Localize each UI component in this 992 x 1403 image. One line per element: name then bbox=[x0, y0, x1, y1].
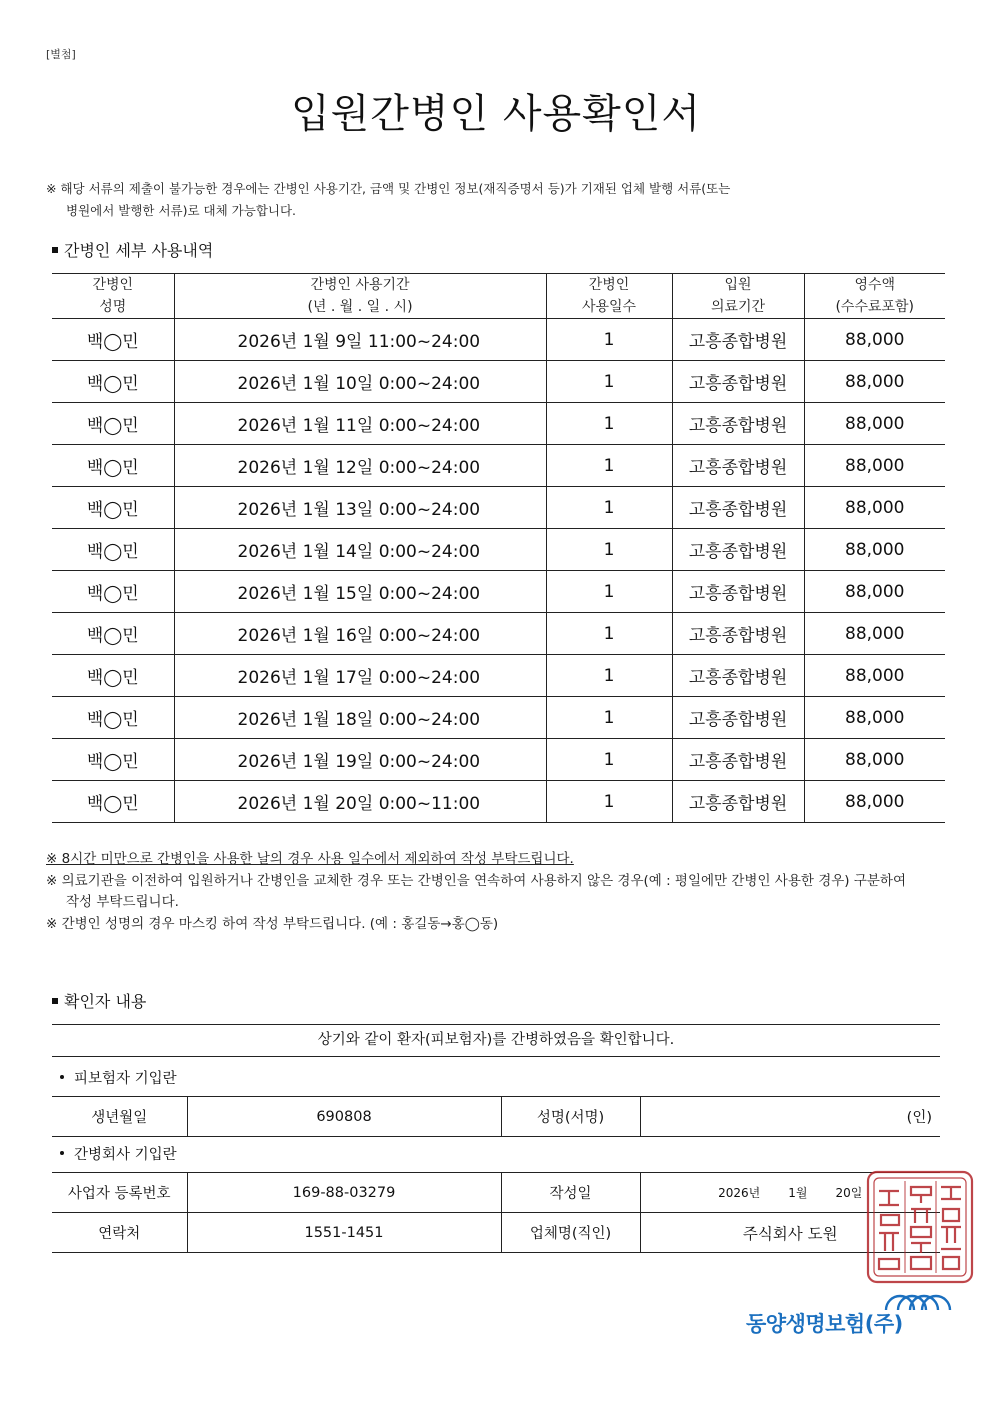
insured-heading-text: 피보험자 기입란 bbox=[74, 1071, 177, 1087]
confirm-statement: 상기와 같이 환자(피보험자)를 간병하였음을 확인합니다. bbox=[52, 1024, 940, 1057]
cell-hospital: 고흥종합병원 bbox=[672, 445, 804, 487]
col-header-amount bbox=[804, 274, 945, 319]
cell-days: 1 bbox=[546, 487, 672, 529]
col-header-line: 간병인 bbox=[92, 277, 134, 293]
cell-amount: 88,000 bbox=[804, 613, 945, 655]
bullet-dot-icon bbox=[60, 1075, 64, 1079]
attachment-tag: [별첨] bbox=[46, 48, 76, 61]
cell-days: 1 bbox=[546, 613, 672, 655]
col-header-days bbox=[546, 274, 672, 319]
mid-notes bbox=[46, 849, 946, 935]
col-header-period bbox=[174, 274, 546, 319]
cell-name: 백◯민 bbox=[52, 361, 174, 403]
cell-name: 백◯민 bbox=[52, 697, 174, 739]
cell-days: 1 bbox=[546, 403, 672, 445]
cell-days: 1 bbox=[546, 781, 672, 823]
cell-amount: 88,000 bbox=[804, 403, 945, 445]
cell-name: 백◯민 bbox=[52, 487, 174, 529]
cell-name: 백◯민 bbox=[52, 739, 174, 781]
cell-amount: 88,000 bbox=[804, 445, 945, 487]
cell-name: 백◯민 bbox=[52, 529, 174, 571]
date-day: 20일 bbox=[835, 1186, 863, 1200]
cell-period: 2026년 1월 20일 0:00~11:00 bbox=[174, 781, 546, 823]
company-seal-stamp bbox=[865, 1169, 975, 1285]
table-row bbox=[52, 361, 945, 403]
cell-period: 2026년 1월 10일 0:00~24:00 bbox=[174, 361, 546, 403]
cell-period: 2026년 1월 17일 0:00~24:00 bbox=[174, 655, 546, 697]
date-year: 2026년 bbox=[718, 1186, 761, 1200]
cell-amount: 88,000 bbox=[804, 655, 945, 697]
cell-days: 1 bbox=[546, 319, 672, 361]
cell-amount: 88,000 bbox=[804, 529, 945, 571]
cell-amount: 88,000 bbox=[804, 781, 945, 823]
cell-hospital: 고흥종합병원 bbox=[672, 319, 804, 361]
cell-amount: 88,000 bbox=[804, 571, 945, 613]
company-heading-text: 간병회사 기입란 bbox=[74, 1147, 177, 1163]
cell-amount: 88,000 bbox=[804, 739, 945, 781]
cell-period: 2026년 1월 16일 0:00~24:00 bbox=[174, 613, 546, 655]
insured-name-label: 성명(서명) bbox=[501, 1097, 640, 1137]
insured-signature-field[interactable]: (인) bbox=[640, 1097, 940, 1137]
table-row bbox=[52, 319, 945, 361]
confirm-section-heading bbox=[52, 989, 146, 1012]
cell-hospital: 고흥종합병원 bbox=[672, 613, 804, 655]
cell-name: 백◯민 bbox=[52, 571, 174, 613]
date-label: 작성일 bbox=[501, 1173, 640, 1213]
cell-period: 2026년 1월 14일 0:00~24:00 bbox=[174, 529, 546, 571]
col-header-line: 성명 bbox=[99, 299, 127, 315]
square-bullet-icon bbox=[52, 247, 58, 253]
cell-hospital: 고흥종합병원 bbox=[672, 739, 804, 781]
cell-days: 1 bbox=[546, 361, 672, 403]
note-masking: ※ 간병인 성명의 경우 마스킹 하여 작성 부탁드립니다. (예 : 홍길동→홍◯동) bbox=[46, 915, 499, 932]
birth-label: 생년월일 bbox=[52, 1097, 187, 1137]
top-note-line2: 병원에서 발행한 서류)로 대체 가능합니다. bbox=[66, 203, 297, 218]
table-row bbox=[52, 487, 945, 529]
birth-value[interactable]: 690808 bbox=[187, 1097, 501, 1137]
usage-table bbox=[52, 273, 945, 823]
cell-amount: 88,000 bbox=[804, 697, 945, 739]
cell-days: 1 bbox=[546, 571, 672, 613]
company-name-label: 업체명(직인) bbox=[501, 1213, 640, 1253]
insured-table bbox=[52, 1096, 940, 1137]
table-row bbox=[52, 571, 945, 613]
table-row bbox=[52, 697, 945, 739]
cell-days: 1 bbox=[546, 697, 672, 739]
contact-value[interactable]: 1551-1451 bbox=[187, 1213, 501, 1253]
cell-period: 2026년 1월 12일 0:00~24:00 bbox=[174, 445, 546, 487]
square-bullet-icon bbox=[52, 998, 58, 1004]
company-subheading bbox=[60, 1143, 177, 1164]
confirm-heading-text: 확인자 내용 bbox=[64, 992, 147, 1011]
cell-name: 백◯민 bbox=[52, 445, 174, 487]
cell-period: 2026년 1월 19일 0:00~24:00 bbox=[174, 739, 546, 781]
cell-name: 백◯민 bbox=[52, 655, 174, 697]
cell-days: 1 bbox=[546, 739, 672, 781]
cell-hospital: 고흥종합병원 bbox=[672, 361, 804, 403]
usage-section-heading bbox=[52, 238, 213, 261]
col-header-line: 의료기간 bbox=[710, 299, 766, 315]
cell-hospital: 고흥종합병원 bbox=[672, 487, 804, 529]
col-header-line: (수수료포함) bbox=[835, 299, 915, 315]
company-name-value[interactable]: 주식회사 도원 bbox=[640, 1213, 940, 1253]
usage-heading-text: 간병인 세부 사용내역 bbox=[64, 241, 214, 260]
col-header-line: 간병인 bbox=[588, 277, 630, 293]
col-header-line: 입원 bbox=[724, 277, 752, 293]
top-note-line1: ※ 해당 서류의 제출이 불가능한 경우에는 간병인 사용기간, 금액 및 간병인 정보(재직증명서 등)가 기재된 업체 발행 서류(또는 bbox=[46, 181, 731, 196]
table-row bbox=[52, 613, 945, 655]
cell-period: 2026년 1월 15일 0:00~24:00 bbox=[174, 571, 546, 613]
cell-days: 1 bbox=[546, 655, 672, 697]
table-row bbox=[52, 739, 945, 781]
insured-subheading bbox=[60, 1067, 177, 1088]
cell-hospital: 고흥종합병원 bbox=[672, 781, 804, 823]
document-title: 입원간병인 사용확인서 bbox=[290, 91, 702, 137]
company-table bbox=[52, 1172, 940, 1253]
table-row bbox=[52, 529, 945, 571]
brand-name: 동양생명보험(주) bbox=[746, 1312, 903, 1336]
cell-period: 2026년 1월 13일 0:00~24:00 bbox=[174, 487, 546, 529]
cell-name: 백◯민 bbox=[52, 613, 174, 655]
bullet-dot-icon bbox=[60, 1151, 64, 1155]
top-note bbox=[46, 178, 730, 222]
reg-number-label: 사업자 등록번호 bbox=[52, 1173, 187, 1213]
cell-period: 2026년 1월 18일 0:00~24:00 bbox=[174, 697, 546, 739]
reg-number-value[interactable]: 169-88-03279 bbox=[187, 1173, 501, 1213]
cell-hospital: 고흥종합병원 bbox=[672, 697, 804, 739]
table-row bbox=[52, 445, 945, 487]
note-separate: ※ 의료기관을 이전하여 입원하거나 간병인을 교체한 경우 또는 간병인을 연속하여 사용하지 않은 경우(예 : 평일에만 간병인 사용한 경우) 구분하여 bbox=[46, 872, 907, 889]
contact-label: 연락처 bbox=[52, 1213, 187, 1253]
cell-amount: 88,000 bbox=[804, 361, 945, 403]
cell-hospital: 고흥종합병원 bbox=[672, 529, 804, 571]
note-separate-cont: 작성 부탁드립니다. bbox=[66, 894, 179, 910]
note-under-8h: ※ 8시간 미만으로 간병인을 사용한 날의 경우 사용 일수에서 제외하여 작성 부탁드립니다. bbox=[46, 851, 574, 867]
col-header-line: 간병인 사용기간 bbox=[310, 277, 410, 293]
table-row bbox=[52, 655, 945, 697]
table-row bbox=[52, 781, 945, 823]
cell-days: 1 bbox=[546, 529, 672, 571]
cell-days: 1 bbox=[546, 445, 672, 487]
col-header-line: 사용일수 bbox=[581, 299, 637, 315]
cell-name: 백◯민 bbox=[52, 781, 174, 823]
cell-hospital: 고흥종합병원 bbox=[672, 403, 804, 445]
date-month: 1월 bbox=[788, 1186, 808, 1200]
col-header-name bbox=[52, 274, 174, 319]
cell-amount: 88,000 bbox=[804, 319, 945, 361]
cell-period: 2026년 1월 11일 0:00~24:00 bbox=[174, 403, 546, 445]
table-row bbox=[52, 403, 945, 445]
cell-hospital: 고흥종합병원 bbox=[672, 571, 804, 613]
cell-period: 2026년 1월 9일 11:00~24:00 bbox=[174, 319, 546, 361]
cell-name: 백◯민 bbox=[52, 403, 174, 445]
cell-amount: 88,000 bbox=[804, 487, 945, 529]
col-header-line: (년 . 월 . 일 . 시) bbox=[307, 299, 413, 315]
usage-table-header bbox=[52, 274, 945, 319]
col-header-hospital bbox=[672, 274, 804, 319]
cell-name: 백◯민 bbox=[52, 319, 174, 361]
cell-hospital: 고흥종합병원 bbox=[672, 655, 804, 697]
col-header-line: 영수액 bbox=[854, 277, 896, 293]
